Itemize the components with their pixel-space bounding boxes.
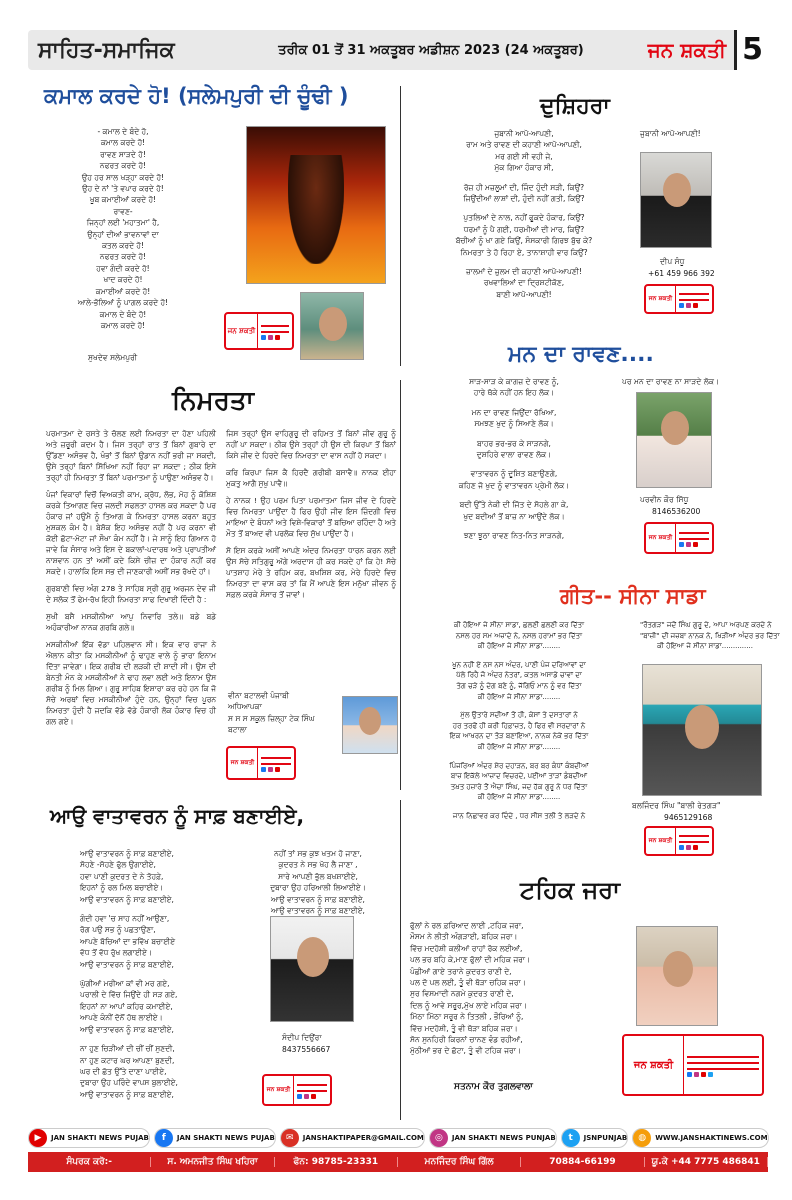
poem-line: ਨਹੀਂ ਤਾਂ ਸਭ ਕੁਝ ਖਤਮ ਹੋ ਜਾਣਾ, xyxy=(274,849,362,858)
ravan-illustration xyxy=(246,126,386,284)
author-photo xyxy=(640,152,712,248)
poem-line: ਨਫਰਤ ਕਰਦੇ ਹੋ! xyxy=(99,252,147,262)
poem-line: ਪੰਛੀਆਂ ਗਾਏ ਤਰਾਨੇ ਕੁਦਰਤ ਰਾਣੀ ਦੇ, xyxy=(410,966,512,976)
jan-shakti-stamp: ਜਨ ਸ਼ਕਤੀ xyxy=(644,522,714,554)
poem-line: "ਬਾਜ਼ੀ" ਦੀ ਜਜ਼ਬਾ ਨਾਨਕ ਨੇ, ਖਿੜੀਆਂ ਅੰਦਰ ਭਰ ਦਿੱਤਾ xyxy=(640,631,780,640)
footer-link-label: JAN SHAKTI NEWS PUJAB xyxy=(176,1134,275,1142)
author-photo xyxy=(270,916,354,1022)
poem-line: ਕੀ ਹੋਇਆ ਜੇ ਸੀਨਾ ਸਾਡਾ........ xyxy=(477,793,561,802)
poem-line: ਕੀ ਹੋਇਆ ਜੇ ਸੀਨਾ ਸਾਡਾ.............. xyxy=(657,642,753,651)
footer-link[interactable] xyxy=(154,1128,276,1148)
poem-line: ਕਮਾਲ ਕਰਦੇ ਹੋ! xyxy=(100,320,146,330)
poem-line: ਜਿਉਂਦੀਆਂ ਲਾਸ਼ਾਂ ਦੀ, ਹੁੰਦੀ ਨਹੀਂ ਗਤੀ, ਕਿਉਂ? xyxy=(463,194,585,204)
poem-line: ਜੁਬਾਨੀ ਆਪੋ-ਆਪਣੀ! xyxy=(640,129,701,138)
poem-line: ਪਲ ਦੋ ਪਲ ਲਈ, ਤੂੰ ਵੀ ਥੋੜਾ ਚਹਿਕ ਜਰਾ। xyxy=(410,978,526,988)
poem-line xyxy=(408,702,630,710)
footer-link[interactable] xyxy=(28,1128,150,1148)
poem-line: ਦੁਬਾਰਾ ਉਹ ਪਰਿੰਦੇ ਵਾਪਸ ਬੁਲਾਈਏ, xyxy=(80,1078,178,1088)
poem-line: ਸਾੜ-ਸਾੜ ਕੇ ਕਾਗਜ਼ ਦੇ ਰਾਵਣ ਨੂੰ, xyxy=(469,377,559,386)
footer-link[interactable] xyxy=(429,1128,557,1148)
poem-line: ਸਮਝਣ ਖੁਦ ਨੂੰ ਸਿਆਣੇ ਲੋਕ। xyxy=(474,419,554,429)
jan-shakti-stamp: ਜਨ ਸ਼ਕਤੀ xyxy=(644,826,714,856)
article-title: ਦੁਸ਼ਿਹਰਾ xyxy=(540,94,610,119)
poem-line: ਬਾਣੀ ਆਪੋ-ਆਪਣੀ! xyxy=(496,289,552,299)
jan-shakti-stamp: ਜਨ ਸ਼ਕਤੀ xyxy=(262,1074,332,1106)
poem-line: ਰਾਵਣ- xyxy=(113,206,133,216)
poem-body xyxy=(414,128,634,300)
column-divider xyxy=(400,380,401,790)
paragraph: ਮਸਕੀਨੀਆਂ ਇੱਕ ਵੱਡਾ ਪਹਿਲਵਾਨ ਸੀ। ਇਕ ਵਾਰ ਰਾਜਾ ਨੇ ਐਲਾਨ ਕੀਤਾ ਕਿ ਮਸਕੀਨੀਆਂ ਨੂੰ ਢਾਹੁਣ ਵਾਲੇ ਨੂੰ ਭਾਰਾ ਇਨਾਮ ਦਿੱਤਾ ਜਾਵੇਗਾ। ਇਕ ਗਰੀਬ ਦੀ ਲੜਕੀ ਦੀ ਸ਼ਾਦੀ ਸੀ। ਉਸ ਦੀ ਬੇਨਤੀ ਮੰਨ ਕੇ ਮਸਕੀਨੀਆਂ ਨੇ ਢਾਹ ਲਵਾ ਲਈ ਅਤੇ ਇਨਾਮ ਉਸ ਗਰੀਬ ਨੂੰ ਮਿਲ ਗਿਆ। ਗੁਰੂ ਸਾਹਿਬ ਇਸ਼ਾਰਾ ਕਰ ਰਹੇ ਹਨ ਕਿ ਜੋ ਸੱਚੇ ਅਰਥਾਂ ਵਿਚ ਮਸਕੀਨੀਆਂ ਹੁੰਦੇ ਹਨ, ਉਨ੍ਹਾਂ ਵਿਚ ਪੂਰਨ ਨਿਮਰਤਾ ਹੁੰਦੀ ਹੈ ਜਦਕਿ ਵੱਡੇ ਵੱਡੇ ਹੰਕਾਰੀ ਲੋਕ ਹੰਕਾਰ ਵਿਚ ਹੀ ਗਲ ਗਏ। xyxy=(46,640,216,726)
poem-body xyxy=(248,848,388,916)
poem-body xyxy=(414,376,614,541)
mail-icon: ✉ xyxy=(281,1129,299,1147)
poem-line xyxy=(414,522,614,530)
poem-line: ਮੁੱਠੀਆਂ ਭਰ ਦੇ ਛੱਟਾ, ਤੂੰ ਵੀ ਟਹਿਕ ਜਰਾ। xyxy=(410,1046,521,1056)
author-phone: +61 459 966 392 xyxy=(648,269,715,278)
poem-line: ਉਹ ਦੇ ਨਾਂ 'ਤੇ ਵਪਾਰ ਕਰਦੇ ਹੋ! xyxy=(82,184,164,194)
paragraph: ਕਰਿ ਕਿਰਪਾ ਜਿਸ ਕੈ ਹਿਰਦੈ ਗਰੀਬੀ ਬਸਾਵੈ॥ ਨਾਨਕ ਈਹਾ ਮੁਕਤੁ ਆਗੈ ਸੁਖੁ ਪਾਵੈ॥ xyxy=(226,468,396,488)
poem-line: ਉਨ੍ਹਾਂ ਦੀਆਂ ਭਾਵਨਾਵਾਂ ਦਾ xyxy=(87,229,159,239)
jan-shakti-stamp-large: ਜਨ ਸ਼ਕਤੀ xyxy=(622,1034,764,1096)
youtube-icon: ▶ xyxy=(29,1129,47,1147)
poem-line: ਹਾਰੇ ਥੱਕੇ ਨਹੀਂ ਹਨ ਇਹ ਲੋਕ। xyxy=(473,388,555,398)
contact-item: ਸ. ਅਮਨਜੀਤ ਸਿੰਘ ਖਹਿਰਾ xyxy=(151,1157,274,1167)
poem-line: ਨਫਰਤ ਕਰਦੇ ਹੋ! xyxy=(99,161,147,171)
paragraph: ਪੰਜਾਂ ਵਿਕਾਰਾਂ ਵਿਚੋਂ ਵਿਅਕਤੀ ਕਾਮ, ਕ੍ਰੋਧ, ਲੋਭ, ਮੋਹ ਨੂੰ ਕੋਸ਼ਿਸ਼ ਕਰਕੇ ਤਿਆਗਣ ਵਿਚ ਜਲਦੀ ਸਫਲਤਾ ਹਾਸਲ ਕਰ ਸਕਦਾ ਹੈ ਪਰ ਹੰਕਾਰ ਜਾਂ ਹਉਮੈ ਨੂੰ ਤਿਆਗ ਕੇ ਨਿਮਰਤਾ ਹਾਸਲ ਕਰਨਾ ਬਹੁਤ ਮੁਸ਼ਕਲ ਕੰਮ ਹੈ। ਬੇਸ਼ੱਕ ਇਹ ਅਸੰਭਵ ਨਹੀਂ ਹੈ ਪਰ ਕਰਨਾ ਵੀ ਕੋਈ ਛੋਟਾ-ਮੋਟਾ ਜਾਂ ਸੌਖਾ ਕੰਮ ਨਹੀਂ ਹੈ। ਜੇ ਸਾਨੂੰ ਇਹ ਗਿਆਨ ਹੋ ਜਾਵੇ ਕਿ ਸੰਸਾਰ ਅਤੇ ਇਸ ਦੇ ਬਕਾਲਾਂ-ਪਦਾਰਥ ਅਤੇ ਪ੍ਰਾਪਤੀਆਂ ਨਾਸ਼ਵਾਨ ਹਨ ਤਾਂ ਅਸੀਂ ਕਦੇ ਕਿਸੇ ਚੀਜ਼ ਦਾ ਹੰਕਾਰ ਨਹੀਂ ਕਰ ਸਕਦੇ। ਹਾਲਾਂਕਿ ਇਸ ਸਭ ਦੀ ਜਾਣਕਾਰੀ ਅਸੀਂ ਸਭ ਰੱਖਦੇ ਹਾਂ। xyxy=(46,490,216,576)
poem-line: ਸੋਨ ਸੁਨਹਿਰੀ ਕਿਰਨਾਂ ਚਾਨਣ ਵੰਡ ਰਹੀਆਂ, xyxy=(410,1035,523,1045)
poem-line: ਜਿਨ੍ਹਾਂ ਲਈ 'ਮਹਾਤਮਾ' ਹੈ, xyxy=(86,218,160,228)
author-name: ਬਲਜਿੰਦਰ ਸਿੰਘ "ਬਾਲੀ ਰੇਤਗੜ" xyxy=(632,801,721,810)
paragraph: ਗੁਰਬਾਣੀ ਵਿਚ ਅੰਗ 278 ਤੇ ਸਾਹਿਬ ਸ੍ਰੀ ਗੁਰੂ ਅਰਜਨ ਦੇਵ ਜੀ ਦੇ ਸਲੋਕ ਤੋਂ ਫੇਮ-ਰੱਖ ਇਹੀ ਨਿਮਰਤਾ ਸਾਫ ਦਿਖਾਈ ਦਿੰਦੀ ਹੈ : xyxy=(46,584,216,604)
contact-item: ਯੂ.ਕੇ +44 7775 486841 xyxy=(645,1157,768,1167)
author-name: ਸਤਨਾਮ ਕੌਰ ਤੁਗਲਵਾਲਾ xyxy=(454,1082,533,1092)
poem-line: ਨਿਮਰਤਾ ਤੇ ਹੋ ਰਿਹਾ ਏ, ਤਾਨਾਸ਼ਾਹੀ ਵਾਰ ਕਿਉਂ? xyxy=(460,247,588,257)
poem-line: ਮੁੱਲ ਉਤਾਰੇ ਸਦੀਆਂ ਤੋਂ ਹੀ, ਕੇਸਾਂ ਤੇ ਦਸਤਾਰਾਂ ਨੇ xyxy=(460,711,578,720)
poem-line xyxy=(414,204,634,212)
poem-line xyxy=(408,652,630,660)
poem-line: ਰਖਵਾਲਿਆਂ ਦਾ ਦ੍ਰਿਸ਼ਟੀਕੋਣ, xyxy=(483,278,565,288)
page-footer xyxy=(28,1128,768,1172)
poem-line xyxy=(80,905,220,913)
footer-link[interactable] xyxy=(632,1128,768,1148)
poem-line: ਕਤਲ ਕਰਦੇ ਹੋ! xyxy=(101,241,145,251)
author-phone: 8146536200 xyxy=(652,507,701,516)
article-title: ਟਹਿਕ ਜਰਾ xyxy=(520,876,620,904)
poem-line: ਨਸਲ ਹਰ ਸਮ ਅਜ਼ਾਦੇ ਨੇ, ਨਸਲ ਹਰਾਮਾਂ ਭਰ ਦਿੱਤਾ xyxy=(455,631,583,640)
poem-line xyxy=(408,803,630,811)
poem-line: ਘੁੱਗੀਆਂ ਮਰੀਆ ਕਾਂ ਵੀ ਮਰ ਗਏ, xyxy=(80,979,170,989)
poem-line xyxy=(414,460,614,468)
jan-shakti-stamp: ਜਨ ਸ਼ਕਤੀ xyxy=(226,746,296,780)
poem-line: ਆਲੇ-ਭੋਲਿਆਂ ਨੂੰ ਪਾਗਲ ਕਰਦੇ ਹੋ! xyxy=(77,298,169,308)
social-links-bar xyxy=(28,1128,768,1148)
poem-line: ਫੁੱਲਾਂ ਨੇ ਰਲ ਫ਼ਰਿਆਦ ਲਾਈ ,ਟਹਿਕ ਜਰਾ, xyxy=(410,921,524,930)
poem-line: ਮਨ ਦਾ ਰਾਵਣ ਜਿਉਂਦਾ ਰੱਖਿਆ, xyxy=(471,407,557,417)
poem-line: ਕਮਾਲ ਦੇ ਬੰਦੇ ਹੋ! xyxy=(99,309,147,319)
footer-link-label: JSNPUNJAB xyxy=(583,1134,628,1142)
paragraph: ਸੁਖੀ ਬਸੈ ਮਸਕੀਨੀਆ ਆਪੁ ਨਿਵਾਰਿ ਤਲੇ॥ ਬਡੇ ਬਡੇ ਅਹੰਕਾਰੀਆ ਨਾਨਕ ਗਰਬਿ ਗਲੇ॥ xyxy=(46,612,216,632)
footer-link-label: JANSHAKTIPAPER@GMAIL.COM xyxy=(302,1134,424,1142)
brand-logo: ਜਨ ਸ਼ਕਤੀ xyxy=(647,38,726,62)
author-photo xyxy=(636,392,712,488)
author-name: ਦੀਪ ਸੰਧੂ xyxy=(660,257,685,266)
poem-line: ਵਿੱਚ ਮਦਹੋਸ਼ੀ ਕਲੀਆਂ ਰਾਹਾਂ ਰੋਕ ਲਈਆਂ, xyxy=(410,943,523,953)
poem-line: ਦੁਬਾਰਾ ਉਹ ਹਰਿਆਲੀ ਲਿਆਈਏ। xyxy=(270,883,366,893)
poem-line: ਦਿਲ ਨੂੰ ਆਵੇ ਸਰੂਰ,ਮੁੱਖ ਲਾਏ ਮਹਿਕ ਜਰਾ। xyxy=(410,1000,527,1010)
poem-line: ਸੁਰ ਵਿਸਮਾਦੀ ਨਗਮੇ ਕੁਦਰਤ ਰਾਣੀ ਦੇ, xyxy=(410,989,514,999)
article-body xyxy=(46,428,216,733)
poem-line: ਕੁਦਰਤ ਨੇ ਸਭ ਖੋਹ ਲੈ ਜਾਣਾ , xyxy=(278,860,358,870)
poem-line: ਪੁਤਲਿਆਂ ਦੇ ਨਾਲ, ਨਹੀਂ ਫੂਕਦੇ ਹੰਕਾਰ, ਕਿਉਂ? xyxy=(463,213,585,223)
poem-line: ਪਰਾਲੀ ਦੇ ਵਿੱਚ ਜਿਉਂਦੇ ਹੀ ਸੜ ਗਏ, xyxy=(80,990,178,1000)
poem-line: - ਕਮਾਲ ਦੇ ਬੰਦੇ ਹੋ, xyxy=(97,127,149,136)
poem-line: ਮੌਸਮ ਨੇ ਲੀਤੀ ਅੰਗੜਾਈ, ਬਹਿਕ ਜਰਾ। xyxy=(410,932,518,942)
poem-line: ਕਮਾਲ ਕਰਦੇ ਹੋ! xyxy=(100,138,146,148)
poem-line: ਸ ਸ ਸ ਸਕੂਲ ਜ਼ਿਲ੍ਹਾ ਟੇਕ ਸਿੰਘ xyxy=(228,713,315,723)
poem-line: ਖੁਦ ਬਦੀਆਂ ਤੋਂ ਬਾਜ਼ ਨਾ ਆਉਂਦੇ ਲੋਕ। xyxy=(463,511,565,521)
poem-line xyxy=(408,753,630,761)
article-title: ਕਮਾਲ ਕਰਦੇ ਹੋ! (ਸਲੇਮਪੁਰੀ ਦੀ ਚੂੰਢੀ ) xyxy=(44,84,349,108)
article-title: ਮਨ ਦਾ ਰਾਵਣ.... xyxy=(508,342,654,367)
footer-link-label: JAN SHAKTI NEWS PUJAB xyxy=(51,1134,149,1142)
section-name: ਸਾਹਿਤ-ਸਮਾਜਿਕ xyxy=(38,37,175,63)
poem-line: ਤਖ਼ਤ ਹਜ਼ਾਰੇ ਤੋਂ ਐਚਾ ਸਿੰਘ, ਜਦ ਹੱਕ ਗੁਰੂ ਨੇ ਧਰ ਦਿੱਤਾ xyxy=(450,782,588,791)
poem-line: ਬਦੀ ਉੱਤੇ ਨੇਕੀ ਦੀ ਜਿੱਤ ਦੇ ਸੋਹਲੇ ਗਾ ਕੇ, xyxy=(459,500,569,510)
contact-bar xyxy=(28,1152,768,1172)
footer-link-label: WWW.JANSHAKTINEWS.COM xyxy=(655,1134,768,1142)
poem-line: ਮਿੱਠਾ ਮਿੱਠਾ ਸਰੂਰ ਨੇ ਤਿਤਲੀ , ਭੌਰਿਆਂ ਨੂੰ, xyxy=(410,1012,524,1022)
poem-line: ਅਧਿਆਪਕਾ xyxy=(228,702,262,712)
poem-line xyxy=(414,430,614,438)
poem-line: ਪਰ ਮਨ ਦਾ ਰਾਵਣ ਨਾ ਸਾੜਦੇ ਲੋਕ। xyxy=(622,377,720,386)
poem-line: ਹਵਾ ਗੰਦੀ ਕਰਦੇ ਹੋ! xyxy=(96,263,150,273)
poem-body xyxy=(408,620,630,822)
article-title: ਆਉ ਵਾਤਾਵਰਨ ਨੂੰ ਸਾਫ਼ ਬਣਾਈਏ, xyxy=(50,804,305,828)
issue-date: ਤਰੀਕ 01 ਤੋਂ 31 ਅਕਤੂਬਰ ਅਡੀਸ਼ਨ 2023 (24 ਅਕਤੂਬਰ) xyxy=(278,42,584,58)
poem-body xyxy=(410,920,610,1057)
poem-line: ਆਉ ਵਾਤਾਵਰਨ ਨੂੰ ਸਾਫ਼ ਬਣਾਈਏ, xyxy=(80,1024,174,1034)
poem-line xyxy=(414,174,634,182)
poem-line: ਇਹਨਾਂ ਨਾ ਆਪਾਂ ਕਹਿਰ ਕਮਾਈਏ, xyxy=(80,1001,173,1011)
poem-line: ਬੱਚੀਆਂ ਨੂੰ ਖਾ ਗਏ ਕਿਉਂ, ਸੰਸਕਾਰੀ ਗਿਰਝ ਬੁੱਢ ਕੇ? xyxy=(455,236,593,246)
column-divider xyxy=(400,86,401,366)
poem-line: ਘਰ ਦੀ ਛੱਤ ਉੱਤੇ ਦਾਣਾ ਪਾਈਏ, xyxy=(80,1066,167,1076)
footer-link-label: JAN SHAKTI NEWS PUNJAB xyxy=(451,1134,556,1142)
page-header xyxy=(28,30,768,70)
poem-line: ਆਉ ਵਾਤਾਵਰਨ ਨੂੰ ਸਾਫ਼ ਬਣਾਈਏ, xyxy=(271,894,365,904)
poem-body xyxy=(80,848,220,1100)
poem-line: ਆਪਣੇ ਕੰਨੀਂ ਦੋਨੋਂ ਹੱਥ ਲਾਈਏ। xyxy=(80,1013,163,1023)
paragraph: ਜਿਸ ਤਰ੍ਹਾਂ ਉਸ ਵਾਹਿਗੁਰੂ ਦੀ ਰਹਿਮਤ ਤੋਂ ਬਿਨਾਂ ਜੀਵ ਗੁਰੂ ਨੂੰ ਨਹੀਂ ਪਾ ਸਕਦਾ। ਠੀਕ ਉਸੇ ਤਰ੍ਹਾਂ ਹੀ ਉਸ ਦੀ ਕਿਰਪਾ ਤੋਂ ਬਿਨਾਂ ਕਿਸੇ ਜੀਵ ਦੇ ਹਿਰਦੇ ਵਿਚ ਨਿਮਰਤਾ ਦਾ ਵਾਸ ਨਹੀਂ ਹੋ ਸਕਦਾ। xyxy=(226,429,396,460)
poem-line: ਹਰ ਤਰਫੋਂ ਹੀ ਕਰੀ ਹਿਫ਼ਾਜ਼ਤ, ਹੈ ਫਿਰ ਵੀ ਸਰਦਾਰਾਂ ਨੇ xyxy=(452,721,586,730)
poem-line: ਆਉ ਵਾਤਾਵਰਨ ਨੂੰ ਸਾਫ਼ ਬਣਾਈਏ, xyxy=(80,959,174,969)
poem-line: ਰਾਮ ਅਤੇ ਰਾਵਣ ਦੀ ਕਹਾਣੀ ਆਪੋ-ਆਪਣੀ, xyxy=(466,140,582,150)
article-title: ਗੀਤ-- ਸੀਨਾ ਸਾਡਾ xyxy=(560,584,706,608)
poem-body xyxy=(68,126,178,331)
page-number: 5 xyxy=(734,30,768,70)
poem-line: ਰਾਵਣ ਸਾੜਦੇ ਹੋ! xyxy=(100,149,146,159)
poem-line: ਬਟਾਲਾ xyxy=(228,725,247,735)
poem-line xyxy=(80,1035,220,1043)
author-photo xyxy=(342,696,398,754)
author-name: ਸੁਖਦੇਵ ਸਲੇਮਪੁਰੀ xyxy=(88,353,138,362)
poem-line: ਨਾ ਹੁਣ ਚਿੜੀਆਂ ਦੀ ਚੀਂ ਚੀਂ ਸੁਣਦੀ, xyxy=(80,1044,175,1054)
facebook-icon: f xyxy=(155,1129,173,1147)
poem-line: ਵੱਧ ਤੋਂ ਵੱਧ ਰੁੱਖ ਲਗਾਈਏ। xyxy=(80,948,153,958)
poem-line: ਰੋਗ ਪਉ ਸਭ ਨੂੰ ਪਛਤਾਉਣਾ, xyxy=(80,925,156,935)
footer-link[interactable] xyxy=(280,1128,425,1148)
poem-line: ਉਹ ਹਰ ਸਾਲ ਖੜ੍ਹਾ ਕਰਦੇ ਹੋ! xyxy=(81,172,165,182)
poem-line: ਆਪਣੇ ਬੱਚਿਆਂ ਦਾ ਭਵਿੱਖ ਬਚਾਈਏ xyxy=(80,936,176,946)
poem-line: ਨਾ ਹੁਣ ਕਟਾਰ ਘਰ ਆਪਣਾ ਬੁਣਦੀ, xyxy=(80,1055,175,1065)
contact-item: ਸੰਪਰਕ ਕਰੋ:- xyxy=(28,1157,151,1167)
poem-line: ਖਾਦ ਕਰਦੇ ਹੋ! xyxy=(103,275,143,285)
poem-line: ਸੋਹਣੇ -ਸੋਹਣੇ ਫੁੱਲ ਉਗਾਈਏ, xyxy=(80,860,156,870)
poem-line: ਪਿੰਜਰਿਆਂ ਅੰਦਰ ਸ਼ੇਰ ਦਹਾੜਨ, ਬਰ ਬਰ ਕੰਧਾਂ ਕੰਬਦੀਆਂ xyxy=(449,761,589,770)
poem-line: ਕੀ ਹੋਇਆ ਜੇ ਸੀਨਾ ਸਾਡਾ........ xyxy=(477,742,561,751)
poem-line: ਮੁੱਕ ਗਿਆ ਹੰਕਾਰ ਸੀ, xyxy=(494,163,554,173)
author-photo xyxy=(300,292,364,360)
author-phone: 9465129168 xyxy=(664,813,713,822)
poem-line: ਆਉ ਵਾਤਾਵਰਨ ਨੂੰ ਸਾਫ਼ ਬਣਾਈਏ, xyxy=(271,906,365,916)
article-title: ਨਿਮਰਤਾ xyxy=(172,386,254,416)
contact-item: ਫੋਨ: 98785-23331 xyxy=(275,1157,398,1167)
poem-line xyxy=(414,258,634,266)
twitter-icon: t xyxy=(562,1129,580,1147)
poem-line: ਵਾਤਾਵਰਨ ਨੂੰ ਦੂਸ਼ਿਤ ਬਣਾਉਣਗੇ, xyxy=(470,469,558,479)
poem-line: ਖੂਬ ਕਮਾਈਆਂ ਕਰਦੇ ਹੋ! xyxy=(89,195,157,205)
poem-line: ਕਹਿਣ ਜੋ ਖੁਦ ਨੂੰ ਵਾਤਾਵਰਨ ਪ੍ਰੇਮੀ ਲੋਕ। xyxy=(458,480,570,490)
author-name: ਪਰਵੀਨ ਕੌਰ ਸਿੱਧੂ xyxy=(640,495,689,504)
footer-link[interactable] xyxy=(561,1128,629,1148)
poem-line: ਕੀ ਹੋਇਆ ਜੇ ਸੀਨਾ ਸਾਡਾ........ xyxy=(477,642,561,651)
poem-line: ਮਰ ਗਈ ਸੀ ਵਹੀ ਜੇ, xyxy=(495,151,553,161)
poem-line: ਪੱਲੇ ਰਿਹੈ ਜੋ ਅੰਦਰ ਨੇਤਰਾਂ, ਕਤਲ ਅਸਾਡੇ ਚਾਵਾਂ ਦਾ xyxy=(456,671,582,680)
poem-line: "ਰੌਤਗੜ" ਜਦੋਂ ਸਿੰਘ ਗੁਰੂ ਦੇ, ਆਪਾ ਅਰਪਣ ਕਰਦੇ ਨੇ xyxy=(640,621,772,629)
poem-line: ਸਾਰੇ ਆਪਣੀ ਭੁੱਲ ਬਖਸ਼ਾਈਏ, xyxy=(278,871,358,881)
contact-item: ਮਨਜਿੰਦਰ ਸਿੰਘ ਗਿੱਲ xyxy=(398,1157,521,1167)
poem-line: ਆਉ ਵਾਤਾਵਰਨ ਨੂੰ ਸਾਫ਼ ਬਣਾਈਏ, xyxy=(80,849,174,858)
poem-line: ਖੂਨ ਨਹੀਂ ਏ ਨਸ ਨਸ ਅੰਦਰ, ਪਾਣੀ ਪੰਜ ਦਰਿਆਵਾਂ ਦਾ xyxy=(452,660,586,669)
paragraph: ਪਰਮਾਤਮਾ ਦੇ ਰਸਤੇ ਤੇ ਚੱਲਣ ਲਈ ਨਿਮਰਤਾ ਦਾ ਹੋਣਾ ਪਹਿਲੀ ਅਤੇ ਜ਼ਰੂਰੀ ਕਦਮ ਹੈ। ਜਿਸ ਤਰ੍ਹਾਂ ਰਾਤ ਤੋਂ ਬਿਨਾਂ ਗੁਬਾਰੇ ਦਾ ਉੱਡਣਾ ਅਸੰਭਵ ਹੈ, ਖੰਭਾਂ ਤੋਂ ਬਿਨਾਂ ਉਡਾਨ ਨਹੀਂ ਭਰੀ ਜਾ ਸਕਦੀ, ਉਸੇ ਤਰ੍ਹਾਂ ਬਿਨਾਂ ਸਿੱਖਿਆ ਨਹੀਂ ਰਿਹਾ ਜਾ ਸਕਦਾ ; ਠੀਕ ਇਸੇ ਤਰ੍ਹਾਂ ਹੀ ਨਿਮਰਤਾ ਤੋਂ ਬਿਨਾਂ ਪਰਮਾਤਮਾ ਨੂੰ ਪਾਉਣਾ ਅਸੰਭਵ ਹੈ। xyxy=(46,429,216,482)
jan-shakti-stamp: ਜਨ ਸ਼ਕਤੀ xyxy=(224,312,294,350)
poem-line: ਵੀਨਾ ਬਟਾਲਵੀ ਪੰਜਾਬੀ xyxy=(228,691,290,700)
author-phone: 8437556667 xyxy=(282,1045,331,1054)
globe-icon: ◍ xyxy=(633,1129,651,1147)
poem-body xyxy=(640,620,780,652)
paragraph: ਸੋ ਇਸ ਕਰਕੇ ਅਸੀਂ ਆਪਣੇ ਅੰਦਰ ਨਿਮਰਤਾ ਧਾਰਨ ਕਰਨ ਲਈ ਉਸ ਸੱਚੇ ਸਤਿਗੁਰੂ ਅੱਗੇ ਅਰਦਾਸ ਹੀ ਕਰ ਸਕਦੇ ਹਾਂ ਕਿ ਹੇ! ਸੱਚੇ ਪਾਤਸ਼ਾਹ ਮੇਰੇ ਤੇ ਰਹਿਮ ਕਰ, ਬਖਸ਼ਿਸ਼ ਕਰ, ਮੇਰੇ ਹਿਰਦੇ ਵਿਚ ਨਿਮਰਤਾ ਦਾ ਵਾਸ ਕਰ ਤਾਂ ਕਿ ਮੈਂ ਆਪਣੇ ਇਸ ਮਨੁੱਖਾ ਜੀਵਨ ਨੂੰ ਸਫ਼ਲ ਕਰਕੇ ਸੰਸਾਰ ਤੋਂ ਜਾਵਾਂ। xyxy=(226,546,396,599)
poem-line: ਜੁਬਾਨੀ ਆਪੋ-ਆਪਣੀ, xyxy=(494,129,554,138)
poem-line: ਕੀ ਹੋਇਆ ਜੇ ਸੀਨਾ ਸਾਡਾ........ xyxy=(477,692,561,701)
poem-line: ਧਰਮਾਂ ਨੂੰ ਪੈ ਗਈ, ਧਰਮੀਆਂ ਦੀ ਮਾਰ, ਕਿਉਂ? xyxy=(463,224,585,234)
paragraph: ਹੇ ਨਾਨਕ ! ਉਹ ਪਰਮ ਪਿਤਾ ਪਰਮਾਤਮਾ ਜਿਸ ਜੀਵ ਦੇ ਹਿਰਦੇ ਵਿਚ ਨਿਮਰਤਾ ਪਾਉਂਦਾ ਹੈ ਫਿਰ ਉਹੀ ਜੀਵ ਇਸ ਜ਼ਿੰਦਗੀ ਵਿਚ ਮਾਇਆ ਦੇ ਬੰਧਨਾਂ ਅਤੇ ਵਿਸ਼ੇ-ਵਿਕਾਰਾਂ ਤੋਂ ਬਚਿਆ ਰਹਿੰਦਾ ਹੈ ਅਤੇ ਮੌਤ ਤੋਂ ਬਾਅਦ ਵੀ ਪਰਲੋਕ ਵਿਚ ਸੁੱਖ ਪਾਉਂਦਾ ਹੈ। xyxy=(226,496,396,538)
poem-line: ਇਕ ਆਖਰਨ ਦਾ ਤੋੜ ਬਣਾਇਆ, ਨਾਨਕ ਨੇਕੇਂ ਭਰ ਦਿੱਤਾ xyxy=(449,732,589,741)
poem-line: ਪਲ ਭਰ ਬਹਿ ਕੇ,ਮਾਣ ਫੁੱਲਾਂ ਦੀ ਮਹਿਕ ਜਰਾ। xyxy=(410,955,531,965)
contact-item: 70884-66199 xyxy=(521,1157,644,1167)
poem-line: ਵਿੱਚ ਮਦਹੋਸ਼ੀ, ਤੂੰ ਵੀ ਥੋੜਾ ਬਹਿਕ ਜਰਾ। xyxy=(410,1023,518,1033)
author-photo xyxy=(642,664,762,796)
article-body xyxy=(226,428,396,606)
poem-line: ਹਵਾ ਪਾਣੀ ਕੁਦਰਤ ਦੇ ਨੇ ਤੋਹਫ਼ੇ, xyxy=(80,871,164,881)
poem-line xyxy=(80,970,220,978)
poem-line: ਆਉ ਵਾਤਾਵਰਨ ਨੂੰ ਸਾਫ਼ ਬਣਾਈਏ, xyxy=(80,894,174,904)
poem-line: ਰੋਜ਼ ਹੀ ਮਜ਼ਲੂਮਾਂ ਦੀ, ਜਿੰਦ ਹੁੰਦੀ ਸੜੀ, ਕਿਉਂ? xyxy=(463,182,585,192)
poem-line: ਬਾਜ਼ ਇਕੱਲੇ ਆਜ਼ਾਦ ਵਿਚਰਦੇ, ਪਈਆਂ ਤਾੜਾਂ ਡੰਬਦੀਆਂ xyxy=(450,772,588,781)
poem-line: ਦੁਸ਼ਹਿਰੇ ਵਾਲਾ ਰਾਵਣ ਲੋਕ। xyxy=(476,450,552,460)
poem-line: ਕੀ ਹੋਇਆ ਜੇ ਸੀਨਾ ਸਾਡਾ, ਛਲਣੀ ਛਲਣੀ ਕਰ ਦਿੱਤਾ xyxy=(453,621,585,629)
author-photo xyxy=(636,926,718,1026)
poem-line: ਗੰਦੀ ਹਵਾ 'ਚ ਸਾਹ ਨਹੀਂ ਆਉਣਾ, xyxy=(80,914,170,924)
poem-line: ਜ਼ਾਲਮਾਂ ਦੇ ਜ਼ੁਲਮ ਦੀ ਕਹਾਣੀ ਆਪੋ-ਆਪਣੀ! xyxy=(465,267,583,277)
jan-shakti-stamp: ਜਨ ਸ਼ਕਤੀ xyxy=(644,284,714,314)
poem-line xyxy=(414,491,614,499)
poem-line: ਜਾਨ ਨਿਛਾਵਰ ਕਰ ਦਿੰਦੇ , ਧਰ ਸੀਸ ਤਲੀ ਤੇ ਲੜਦੇ ਨੇ xyxy=(452,811,586,820)
column-divider xyxy=(400,800,401,1120)
instagram-icon: ◎ xyxy=(430,1129,448,1147)
poem-line: ਕਮਾਈਆਂ ਕਰਦੇ ਹੋ! xyxy=(95,286,151,296)
poem-line: ਇਹਨਾਂ ਨੂੰ ਰਲ ਮਿਲ ਬਚਾਈਏ। xyxy=(80,883,164,893)
poem-line: ਝਣਾ ਝੂਠਾ ਰਾਵਣ ਨਿਤ-ਨਿਤ ਸਾੜਨਗੇ, xyxy=(463,531,565,541)
author-name: ਸੰਦੀਪ ਦਿਉਂਰਾ xyxy=(282,1033,322,1042)
poem-line: ਤੇਗ ਚੜੇ ਨੂੰ ਦੇਗ ਬਣੇ ਨੂੰ, ਜੱਗਿਓ ਮਾਨ ਨੂੰ ਵਰ ਦਿੱਤਾ xyxy=(456,681,582,690)
poem-line: ਆਉ ਵਾਤਾਵਰਨ ਨੂੰ ਸਾਫ਼ ਬਣਾਈਏ, xyxy=(80,1089,174,1099)
poem-line xyxy=(414,399,614,407)
poem-line: ਬਾਹਰ ਭਰ-ਭਰ ਕੇ ਸਾੜਨਗੇ, xyxy=(477,438,551,448)
author-credit xyxy=(228,690,338,736)
